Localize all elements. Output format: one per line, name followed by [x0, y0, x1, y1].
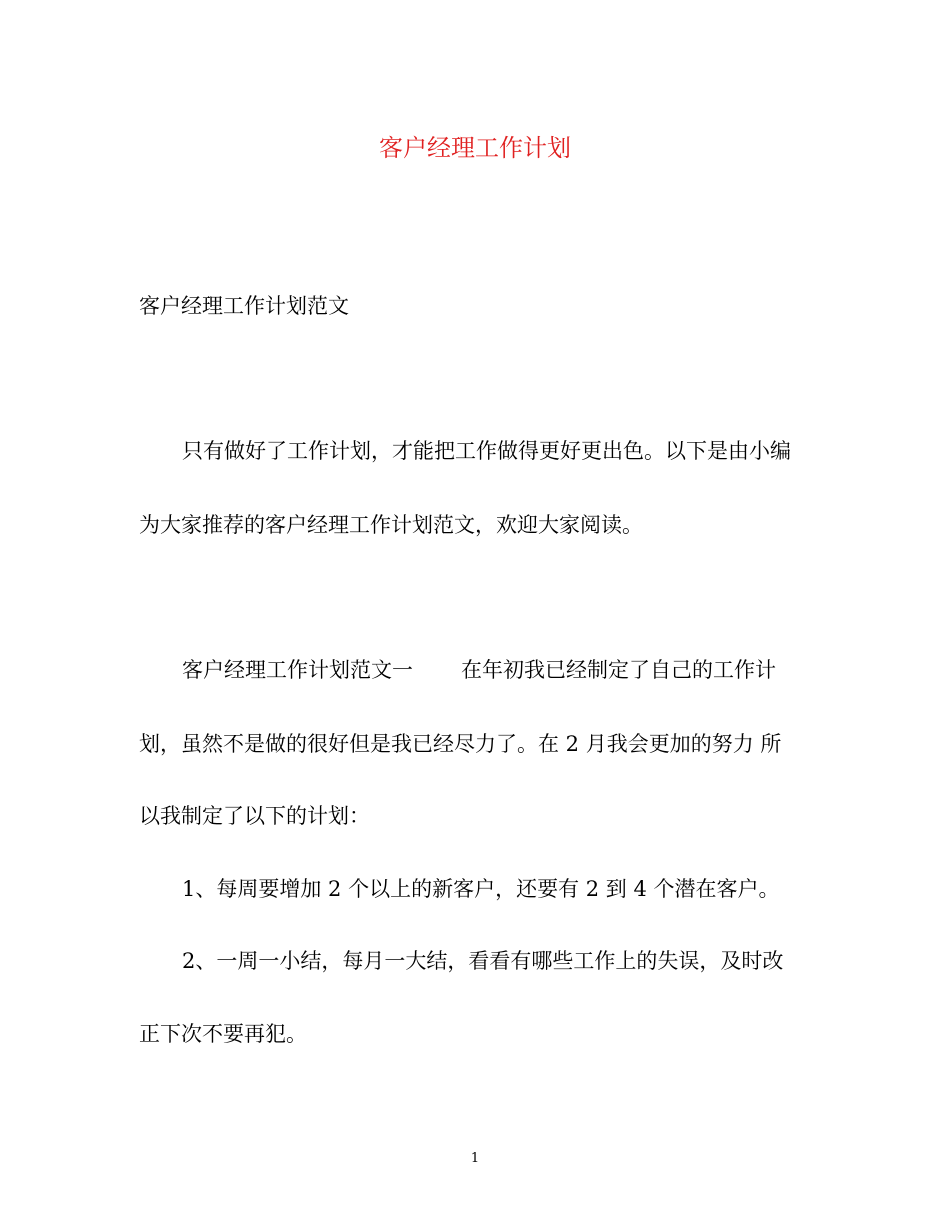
list-item-2-line-2: 正下次不要再犯。: [139, 1022, 307, 1046]
section1-line-1-text: 在年初我已经制定了自己的工作计: [461, 658, 776, 682]
section1-line-1: [182, 655, 776, 685]
section1-heading: 客户经理工作计划范文一: [182, 658, 413, 682]
section1-line-2: 划，虽然不是做的很好但是我已经尽力了。在 2 月我会更加的努力 所: [139, 732, 782, 756]
intro-line-1: 只有做好了工作计划，才能把工作做得更好更出色。以下是由小编: [182, 439, 791, 463]
document-title: 客户经理工作计划: [379, 134, 571, 162]
intro-line-2: 为大家推荐的客户经理工作计划范文，欢迎大家阅读。: [139, 513, 643, 537]
section1-line-3: 以我制定了以下的计划：: [139, 804, 370, 828]
list-item-2-line-1: 2、一周一小结，每月一大结，看看有哪些工作上的失误，及时改: [182, 949, 784, 973]
page-number: 1: [470, 1151, 480, 1166]
list-item-1: 1、每周要增加 2 个以上的新客户，还要有 2 到 4 个潜在客户。: [182, 877, 780, 901]
document-subtitle: 客户经理工作计划范文: [139, 294, 349, 318]
